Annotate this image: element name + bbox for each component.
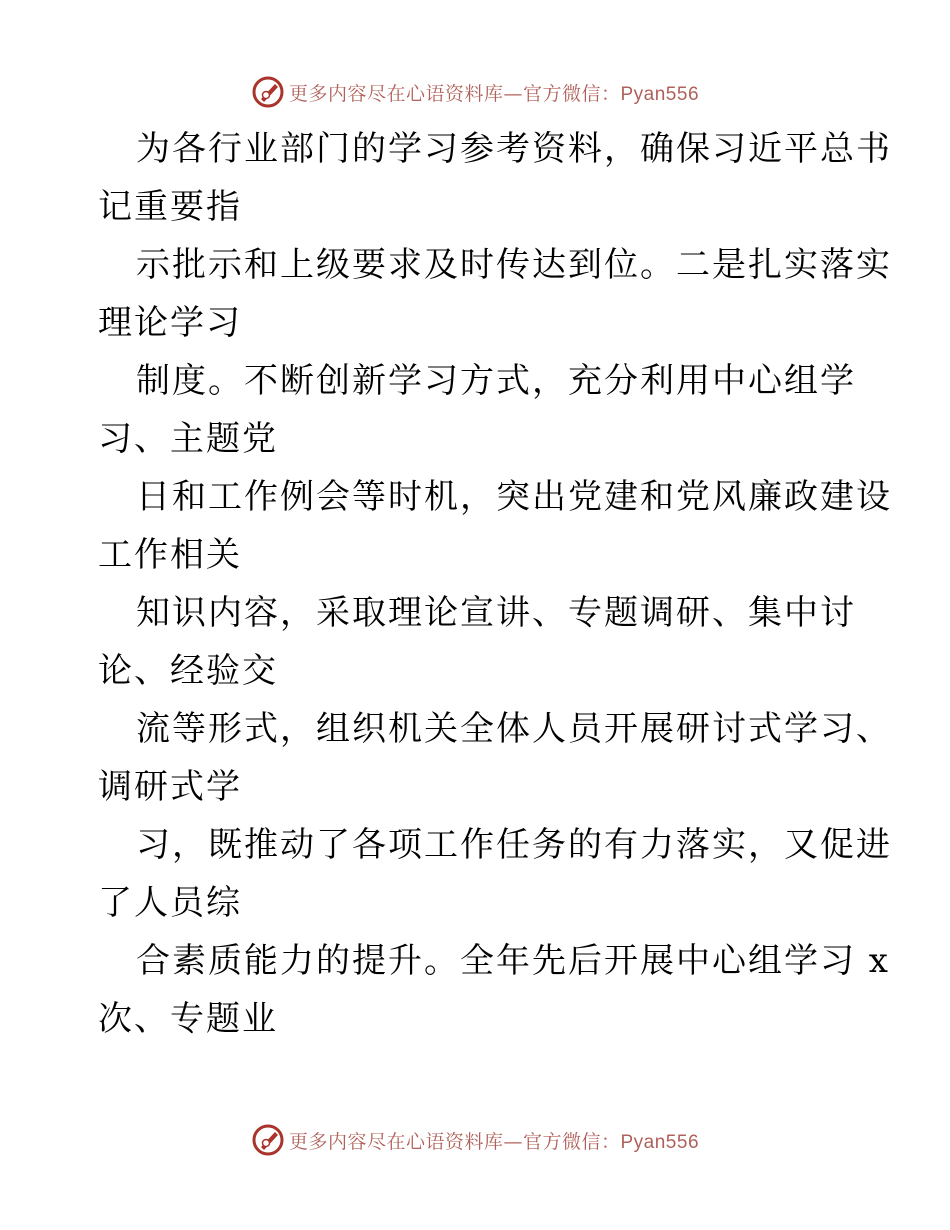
text-line: 次、专题业 [98, 999, 278, 1039]
text-line: 为各行业部门的学习参考资料，确保习近平总书 [136, 129, 892, 169]
text-line: 知识内容，采取理论宣讲、专题调研、集中讨 [136, 593, 856, 633]
text-line: 论、经验交 [98, 651, 278, 691]
wechat-id: Pyan556 [620, 1131, 700, 1153]
banner-text: 更多内容尽在心语资料库—官方微信：Pyan556 [288, 1130, 700, 1153]
pen-circle-logo-icon [251, 75, 285, 109]
text-line: 日和工作例会等时机，突出党建和党风廉政建设 [136, 477, 892, 517]
text-line: 示批示和上级要求及时传达到位。二是扎实落实 [136, 245, 892, 285]
text-line: 记重要指 [98, 187, 242, 227]
footer-banner [0, 1120, 950, 1160]
pen-circle-logo-icon [251, 1123, 285, 1157]
text-line: 调研式学 [98, 767, 242, 807]
banner-text: 更多内容尽在心语资料库—官方微信：Pyan556 [288, 82, 700, 105]
document-body [98, 120, 892, 1048]
text-line: 理论学习 [98, 303, 242, 343]
text-line: 流等形式，组织机关全体人员开展研讨式学习、 [136, 709, 892, 749]
text-line: 合素质能力的提升。全年先后开展中心组学习 x [136, 941, 890, 981]
text-line: 工作相关 [98, 535, 242, 575]
header-banner [0, 72, 950, 112]
text-line: 习，既推动了各项工作任务的有力落实，又促进 [136, 825, 892, 865]
text-line: 制度。不断创新学习方式，充分利用中心组学 [136, 361, 856, 401]
text-line: 习、主题党 [98, 419, 278, 459]
wechat-id: Pyan556 [620, 83, 700, 105]
text-line: 了人员综 [98, 883, 242, 923]
